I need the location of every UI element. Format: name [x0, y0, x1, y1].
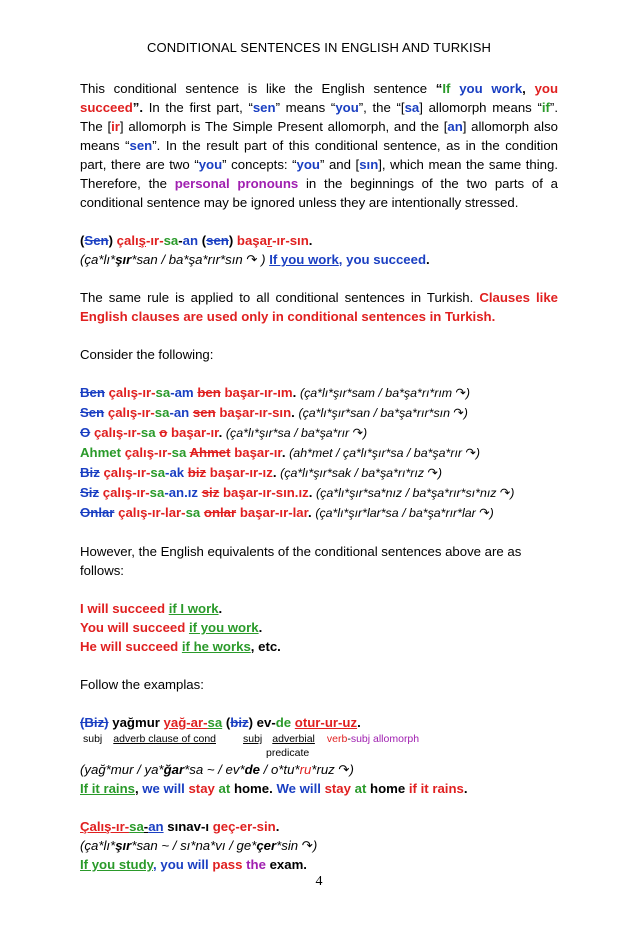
text-run: başar-ır: [234, 445, 282, 460]
text-run: -an.ız: [164, 485, 199, 500]
text-run: -: [143, 819, 149, 834]
text-run: *san / ba*şa*rır*sın ↷ ): [131, 252, 270, 267]
text-run: I: [80, 601, 84, 616]
text-run: You: [80, 620, 104, 635]
text-run: ”. The [: [80, 100, 558, 134]
text-run: (: [198, 233, 207, 248]
text-run: çalış-ır-: [124, 445, 172, 460]
text-run: yağmur: [108, 715, 164, 730]
text-run: ” concepts: “: [222, 157, 297, 172]
text-run: Follow the examplas:: [80, 677, 204, 692]
text-run: sa: [404, 100, 420, 115]
text-run: In the first part, “: [143, 100, 253, 115]
text-run: you work: [450, 81, 523, 96]
text-run: çer: [256, 838, 277, 853]
text-run: will succeed: [96, 639, 182, 654]
text-run: (ça*lı*şır*san / ba*şa*rır*sın ↷): [298, 406, 468, 420]
text-run: sa: [154, 405, 170, 420]
text-run: (ça*lı*: [80, 838, 116, 853]
text-run: “: [435, 81, 443, 96]
english-equivalents-list: [80, 599, 558, 656]
text-run: Ahmet: [80, 445, 122, 460]
text-run: sa: [149, 485, 165, 500]
text-run: ] allomorph also means “: [80, 119, 559, 153]
page-number: 4: [315, 874, 323, 889]
text-run: ): [228, 233, 237, 248]
text-run: ru: [299, 762, 312, 777]
text-run: you: [296, 157, 320, 172]
legend-label: adverbial: [272, 733, 315, 745]
text-run: başar-ır-sın: [219, 405, 292, 420]
example-pronunciation: [80, 836, 558, 855]
text-run: (: [222, 715, 231, 730]
text-run: çalı: [116, 233, 139, 248]
text-run: başar-ır: [170, 425, 219, 440]
text-run: sen: [129, 138, 153, 153]
text-run: If: [442, 81, 451, 96]
text-run: ” means “: [275, 100, 336, 115]
text-run: an: [182, 233, 199, 248]
text-run: sın: [359, 157, 379, 172]
example-sentence: [80, 231, 558, 250]
text-run: ğar: [163, 762, 185, 777]
text-run: Sen: [80, 405, 105, 420]
example-english: [80, 855, 558, 874]
text-run: çalış-ır-: [108, 385, 156, 400]
text-run: *san ~ / sı*na*vı / ge*: [131, 838, 257, 853]
text-run: de: [244, 762, 260, 777]
text-run: biz: [187, 465, 207, 480]
example-pronunciation: [80, 760, 558, 779]
text-run: an: [148, 819, 164, 834]
text-run: .: [463, 781, 468, 796]
text-run: This conditional sentence is like the English sentence: [80, 81, 436, 96]
text-run: yağ-ar-: [163, 715, 208, 730]
text-run: başar-ır-ım: [224, 385, 293, 400]
text-run: Consider the following:: [80, 347, 214, 362]
paragraph-consider: [80, 345, 558, 364]
text-run: başa: [236, 233, 267, 248]
text-run: ,: [134, 781, 143, 796]
conjugation-list: [80, 383, 558, 523]
text-run: exam: [269, 857, 304, 872]
example-sentence: [80, 713, 558, 732]
grammar-legend: [80, 746, 558, 760]
text-run: at: [354, 781, 367, 796]
text-run: if it rains: [408, 781, 464, 796]
text-run: ”.: [132, 100, 144, 115]
text-run: sen: [192, 405, 216, 420]
text-run: şır: [115, 838, 132, 853]
text-run: you: [198, 157, 223, 172]
example-sentence: [80, 817, 558, 836]
text-run: .: [275, 819, 280, 834]
text-run: başar-ır-ız: [209, 465, 273, 480]
text-run: If you work: [269, 252, 339, 267]
legend-label: subj allomorph: [350, 733, 420, 745]
text-run: ş: [138, 233, 146, 248]
text-run: will succeed: [103, 620, 189, 635]
conjugation-row: [80, 483, 558, 503]
text-run: .: [426, 252, 430, 267]
text-run: Siz: [80, 485, 100, 500]
conjugation-row: [80, 463, 558, 483]
text-run: .: [218, 601, 223, 616]
text-run: ben: [197, 385, 221, 400]
text-run: ], which mean the same thing. Therefore, the: [80, 157, 558, 191]
paragraph-intro: [80, 79, 558, 212]
legend-label: subj: [83, 733, 103, 745]
text-run: We: [276, 781, 296, 796]
spacer: .: [272, 465, 281, 480]
text-run: sa: [185, 505, 201, 520]
text-run: ”, the “[: [358, 100, 405, 115]
text-run: sa: [155, 385, 171, 400]
page-title: CONDITIONAL SENTENCES IN ENGLISH AND TURKISH: [147, 40, 491, 55]
text-run: ir: [111, 119, 120, 134]
text-run: will: [296, 781, 325, 796]
text-run: biz: [230, 715, 249, 730]
text-run: (ça*lı*şır*sa / ba*şa*rır ↷): [225, 426, 368, 440]
spacer: .: [308, 485, 317, 500]
text-run: you: [335, 100, 359, 115]
text-run: Onlar: [80, 505, 115, 520]
text-run: ” and [: [320, 157, 360, 172]
grammar-legend: [80, 732, 558, 746]
text-run: sa: [150, 465, 166, 480]
text-run: , etc.: [250, 639, 281, 654]
text-run: will succeed: [83, 601, 169, 616]
english-row: [80, 618, 558, 637]
text-run: an: [447, 119, 463, 134]
text-run: pass: [212, 857, 243, 872]
text-run: , you succeed: [338, 252, 427, 267]
text-run: -ır-: [146, 233, 164, 248]
text-run: sa: [140, 425, 156, 440]
text-run: Çalış-ır-: [80, 819, 130, 834]
spacer: .: [291, 405, 299, 420]
text-run: (ça*lı*şır*sa*nız / ba*şa*rır*sı*nız ↷): [316, 486, 515, 500]
text-run: çalış-ır-: [103, 465, 151, 480]
text-run: o: [159, 425, 168, 440]
spacer: .: [218, 425, 226, 440]
text-run: *sin ↷): [276, 838, 318, 853]
text-run: stay: [188, 781, 215, 796]
spacer: .: [281, 445, 290, 460]
text-run: O: [80, 425, 91, 440]
text-run: the: [242, 857, 270, 872]
text-run: If you study: [80, 857, 154, 872]
text-run: ↷): [334, 762, 354, 777]
english-row: [80, 599, 558, 618]
text-run: r: [266, 233, 273, 248]
text-run: home.: [230, 781, 277, 796]
text-run: He: [80, 639, 97, 654]
text-run: .: [258, 620, 263, 635]
paragraph-rule: [80, 288, 558, 326]
text-run: you succeed: [80, 81, 559, 115]
text-run: -: [178, 233, 183, 248]
text-run: ] allomorph means “: [419, 100, 542, 115]
example-pronunciation: [80, 250, 558, 269]
text-run: -am: [170, 385, 194, 400]
text-run: çalış-ır-: [93, 425, 141, 440]
legend-label: subj: [243, 733, 263, 745]
text-run: sa: [171, 445, 187, 460]
text-run: (ah*met / ça*lı*şır*sa / ba*şa*rır ↷): [289, 446, 480, 460]
text-run: sınav-ı: [163, 819, 213, 834]
text-run: if: [541, 100, 550, 115]
text-run: (ça*lı*şır*sam / ba*şa*rı*rım ↷): [299, 386, 471, 400]
text-run: (: [80, 233, 85, 248]
text-run: Ahmet: [189, 445, 231, 460]
text-run: sa: [163, 233, 179, 248]
text-run: başar-ır-lar: [239, 505, 308, 520]
conjugation-row: [80, 383, 558, 403]
text-run: çalış-ır-: [107, 405, 155, 420]
text-run: stay: [324, 781, 351, 796]
text-run: home: [366, 781, 409, 796]
conjugation-row: [80, 403, 558, 423]
text-run: şır: [115, 252, 132, 267]
text-run: The same rule is applied to all conditional sentences in Turkish.: [80, 290, 480, 305]
text-run: de: [275, 715, 292, 730]
text-run: çalış-ır-: [102, 485, 150, 500]
text-run: Ben: [80, 385, 105, 400]
text-run: .: [308, 233, 313, 248]
text-run: Sen: [84, 233, 109, 248]
text-run: (ça*lı*şır*sak / ba*şa*rı*rız ↷): [280, 466, 443, 480]
text-run: sen: [206, 233, 229, 248]
text-run: ): [248, 715, 257, 730]
text-run: ruz: [316, 762, 335, 777]
text-run: will: [159, 781, 189, 796]
text-run: ”. In the result part of this conditional sentence, as in the condition part, there are two “: [80, 138, 559, 172]
document-body: [80, 79, 558, 874]
text-run: .: [357, 715, 361, 730]
text-run: If it rains: [80, 781, 135, 796]
conjugation-row: [80, 443, 558, 463]
paragraph-follow: [80, 675, 558, 694]
text-run: we: [142, 781, 160, 796]
text-run: personal pronouns: [174, 176, 299, 191]
text-run: in the beginnings of the two parts of a conditional sentence may be ignored unless they are intentionally stressed.: [80, 176, 558, 210]
paragraph-equivalents: [80, 542, 558, 580]
text-run: -ır-sın: [272, 233, 309, 248]
text-run: ): [108, 233, 117, 248]
text-run: -: [271, 715, 276, 730]
example-english: [80, 779, 558, 798]
text-run: sen: [252, 100, 276, 115]
text-run: if I work: [168, 601, 219, 616]
text-run: geç-er-sin: [212, 819, 276, 834]
english-row: [80, 637, 558, 656]
text-run: ] allomorph is The Simple Present allomorph, and the [: [119, 119, 448, 134]
text-run: onlar: [203, 505, 237, 520]
spacer: .: [292, 385, 300, 400]
text-run: sa: [129, 819, 144, 834]
text-run: ev: [256, 715, 272, 730]
text-run: Clauses like English clauses are used only in conditional sentences in Turkish.: [80, 290, 558, 324]
legend-label: -: [347, 733, 351, 745]
text-run: if you work: [188, 620, 259, 635]
text-run: Biz: [80, 465, 100, 480]
conjugation-row: [80, 423, 558, 443]
text-run: otur-ur-uz: [294, 715, 358, 730]
text-run: at: [218, 781, 231, 796]
text-run: (Biz): [80, 715, 109, 730]
text-run: (yağ*mur / ya*: [80, 762, 164, 777]
text-run: *: [311, 762, 317, 777]
text-run: -an: [169, 405, 190, 420]
text-run: *sa ~ / ev*: [184, 762, 245, 777]
spacer: .: [308, 505, 316, 520]
text-run: if he works: [181, 639, 251, 654]
text-run: , you will: [153, 857, 213, 872]
text-run: -ak: [165, 465, 185, 480]
text-run: (ça*lı*şır*lar*sa / ba*şa*rır*lar ↷): [315, 506, 494, 520]
text-run: ,: [522, 81, 535, 96]
conjugation-row: [80, 503, 558, 523]
legend-label: verb: [326, 733, 348, 745]
text-run: çalış-ır-lar-: [118, 505, 186, 520]
legend-label: predicate: [266, 747, 310, 759]
text-run: However, the English equivalents of the conditional sentences above are as follows:: [80, 544, 522, 578]
text-run: sa: [207, 715, 223, 730]
text-run: siz: [201, 485, 220, 500]
text-run: (ça*lı*: [80, 252, 116, 267]
legend-label: adverb clause of cond: [113, 733, 216, 745]
text-run: .: [303, 857, 307, 872]
text-run: / o*tu*: [259, 762, 300, 777]
text-run: başar-ır-sın.ız: [222, 485, 309, 500]
